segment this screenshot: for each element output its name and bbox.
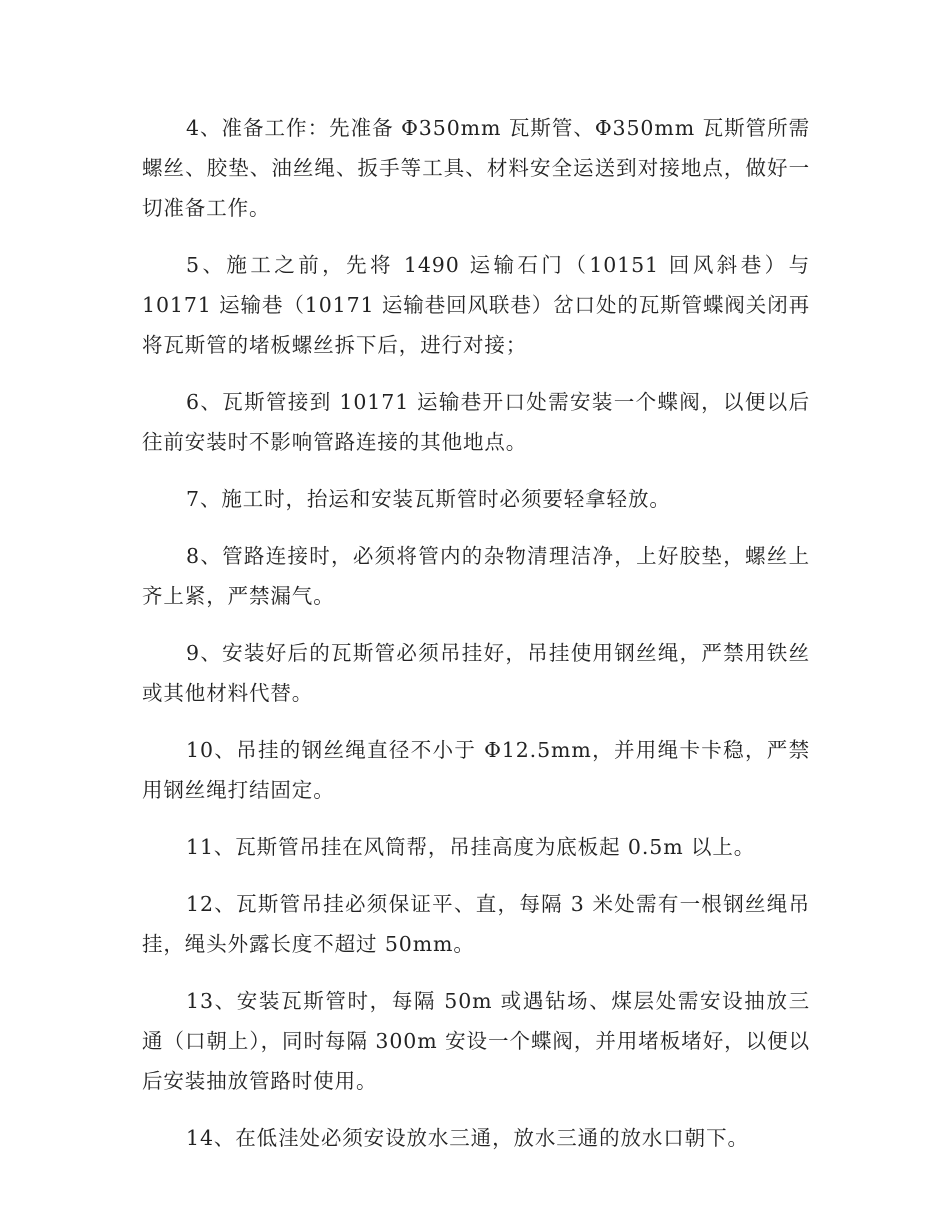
- paragraph-item-14: 14、在低洼处必须安设放水三通，放水三通的放水口朝下。: [186, 1126, 749, 1150]
- paragraph-item-7: 7、施工时，抬运和安装瓦斯管时必须要轻拿轻放。: [186, 487, 671, 511]
- paragraph-item-10: 10、吊挂的钢丝绳直径不小于 Φ12.5mm，并用绳卡卡稳，严禁用钢丝绳打结固定。: [142, 738, 810, 802]
- paragraph-item-4: 4、准备工作：先准备 Φ350mm 瓦斯管、Φ350mm 瓦斯管所需螺丝、胶垫、油丝绳、扳手等工具、材料安全运送到对接地点，做好一切准备工作。: [142, 116, 810, 220]
- paragraph-item-8: 8、管路连接时，必须将管内的杂物清理洁净，上好胶垫，螺丝上齐上紧，严禁漏气。: [142, 544, 810, 608]
- paragraph-item-9: 9、安装好后的瓦斯管必须吊挂好，吊挂使用钢丝绳，严禁用铁丝或其他材料代替。: [142, 641, 810, 705]
- paragraph-item-13: 13、安装瓦斯管时，每隔 50m 或遇钻场、煤层处需安设抽放三通（口朝上），同时每隔 300m 安设一个蝶阀，并用堵板堵好，以便以后安装抽放管路时使用。: [142, 989, 810, 1093]
- paragraph-item-6: 6、瓦斯管接到 10171 运输巷开口处需安装一个蝶阀，以便以后往前安装时不影响管路连接的其他地点。: [142, 390, 810, 454]
- paragraph-item-12: 12、瓦斯管吊挂必须保证平、直，每隔 3 米处需有一根钢丝绳吊挂，绳头外露长度不超过 50mm。: [142, 892, 810, 956]
- paragraph-item-5: 5、施工之前，先将 1490 运输石门（10151 回风斜巷）与 10171 运输巷（10171 运输巷回风联巷）岔口处的瓦斯管蝶阀关闭再将瓦斯管的堵板螺丝拆下后，进行对接；: [142, 253, 810, 357]
- paragraph-item-11: 11、瓦斯管吊挂在风筒帮，吊挂高度为底板起 0.5m 以上。: [186, 835, 756, 859]
- document-body: [142, 108, 810, 1175]
